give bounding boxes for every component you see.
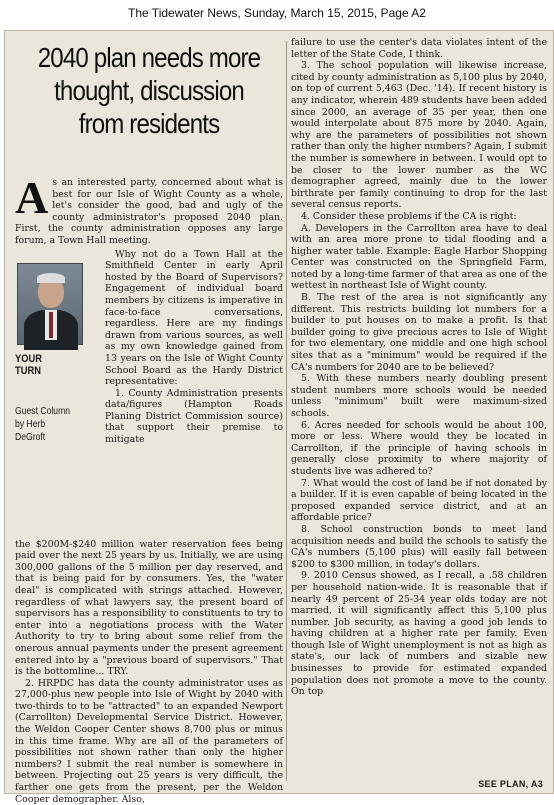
column-divider xyxy=(286,41,287,781)
paragraph: the $200M-$240 million water reservation fees being paid over the next 25 years by us. Initially, we are using 300,000 gallons of the 5 million per day reserved, and that is being paid for by consumers. Yes, the "water deal" is complicated with strings attached. However, regardless of what lawyers say, the present board of supervisors has a responsibility to constituents to try to enter into a negotiations process with the Water Authority to try to bring about some relief from the onerous annual payments under the present agreement entered into by a "previous board of supervisors." That is the bottomline... TRY. xyxy=(15,538,283,678)
right-column xyxy=(291,37,547,789)
byline xyxy=(15,405,84,444)
news-clipping xyxy=(4,30,554,805)
headline: 2040 plan needs more thought, discussion from residents xyxy=(37,42,261,139)
author-photo xyxy=(17,263,83,345)
sidebar-section xyxy=(15,249,283,539)
paragraph: 2. HRPDC has data the county administrator uses as 27,000-plus new people into Isle of Wight by 2040 with two-thirds to to be "attracted" to an expanded Newport (Carrollton) Developmental Service District. However, the Weldon Cooper Center shows 8,700 plus or minus in this time frame. Why are all of the parameters of possibilities not shown rather than only the higher numbers? I submit the real number is somewhere in between. Projecting out 25 years is very difficult, the farther one gets from the present, per the Weldon Cooper demographer. Also, xyxy=(15,677,283,805)
paragraph: 4. Consider these problems if the CA is right: xyxy=(301,210,517,222)
column-label-line1: YOUR xyxy=(15,352,43,365)
byline-line3: DeGroft xyxy=(15,430,46,443)
headline-block xyxy=(15,41,283,171)
paragraph: 7. What would the cost of land be if not donated by a builder. If it is even capable of being located in the proposed expanded service district, and at an affordable price? xyxy=(291,477,547,524)
intro-text: s an interested party, concerned about what is best for our Isle of Wight County as a whole, let's consider the good, bad and ugly of the county administrator's proposed 2040 plan. First, the county administration opposes any large forum, a Town Hall meeting. xyxy=(15,177,283,246)
paragraph: A. Developers in the Carrollton area have to deal with an area more prone to tidal flooding and a higher water table. Example: Eagle Harbor Shopping Center was constructed on the Springfield Farm, noted by a long-time farmer of that area as one of the wettest in northeast Isle of Wight county. xyxy=(291,222,547,292)
masthead: The Tidewater News, Sunday, March 15, 2015, Page A2 xyxy=(128,6,426,20)
byline-line2: by Herb xyxy=(15,417,46,430)
drop-cap: A xyxy=(15,172,49,223)
intro-paragraph xyxy=(15,172,283,247)
narrow-column-text xyxy=(105,249,283,446)
paragraph: 3. The school population will likewise increase, cited by county administration as 5,100 plus by 2040, on top of current 5,463 (Dec. '14). If recent history is any indicator, wherein 489 students have been added since 2000, an average of 35 per year, then one would interpolate about 875 more by 2040. Again, why are the parameters of possibilities not shown rather than only the higher numbers? Again, I submit the number is somewhere in between. I would opt to be closer to the lower number as the WC demographer agreed, mainly due to the lower birthrate per family continuing to drop for the last several census reports. xyxy=(291,60,547,211)
byline-line1: Guest Column xyxy=(15,404,71,417)
paragraph: failure to use the center's data violates intent of the letter of the State Code, I think. xyxy=(291,37,547,60)
paragraph: B. The rest of the area is not significantly any different. This restricts building lot numbers for a builder to put houses on to make a profit. Is that builder going to give precious acres to Isle of Wight for two elementary, one middle and one high school sites that as a "minimum" would be required if the CA's numbers for 2040 are to be believed? xyxy=(291,292,547,373)
column-label xyxy=(15,353,86,377)
author-sidebar xyxy=(15,249,99,539)
paragraph: 6. Acres needed for schools would be about 100, more or less. Where would they be located in Carrollton, if the principle of having schools in generally close proximity to where majority of students live was adhered to? xyxy=(291,419,547,477)
left-column xyxy=(15,39,283,805)
paragraph: Why not do a Town Hall at the Smithfield Center in early April hosted by the Board of Supervisors? Engagement of individual board members by citizens is imperative in face-to-face conversations, regardless. Here are my findings drawn from various sources, as well as my own knowledge gained from 13 years on the Isle of Wight County School Board as the Hardy District representative: xyxy=(105,248,283,388)
paragraph: 8. School construction bonds to meet land acquisition needs and build the schools to satisfy the CA's numbers (5,100 plus) will easily fall between $200 to $300 million, in today's dollars. xyxy=(291,523,547,570)
column-label-line2: TURN xyxy=(15,364,41,377)
jump-line: SEE PLAN, A3 xyxy=(478,779,543,789)
paragraph: 9. 2010 Census showed, as I recall, a .58 children per household nation-wide. It is reasonable that if nearly 49 percent of 25-34 year olds today are not married, it will significantly affect this 5,100 plus number. Job security, as having a good job lends to having children at a higher rate per family. Even though Isle of Wight unemployment is not as high as state's, our lack of numbers and sizable new businesses to provide for estimated expanded population does not promote a move to the county. On top xyxy=(291,570,547,698)
paragraph: 5. With these numbers nearly doubling present student numbers more schools would be needed unless "minimum" built were maximum-sized schools. xyxy=(291,373,547,419)
paragraph: 1. County Administration presents data/figures (Hampton Roads Planing District Commission source) that support their premise to mitigate xyxy=(105,387,283,446)
